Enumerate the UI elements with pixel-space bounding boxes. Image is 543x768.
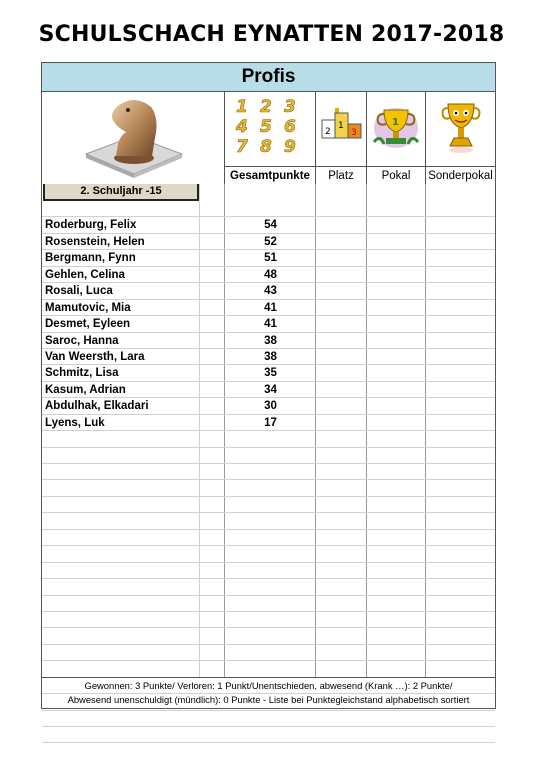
column-header-points: Gesamtpunkte (225, 166, 315, 184)
empty-row (42, 431, 495, 447)
empty-row (42, 645, 495, 661)
svg-text:3: 3 (351, 128, 357, 138)
empty-row (42, 464, 495, 480)
player-table (42, 201, 495, 743)
table-row (42, 217, 495, 233)
table-row (42, 349, 495, 365)
table-row (42, 300, 495, 316)
player-points: 51 (264, 252, 277, 265)
table-row (42, 333, 495, 349)
cup-icon (370, 98, 422, 154)
empty-row (42, 448, 495, 464)
svg-text:5: 5 (260, 117, 272, 137)
player-points: 41 (264, 301, 277, 314)
svg-text:1: 1 (392, 117, 399, 128)
player-points: 30 (264, 400, 277, 413)
empty-row (42, 612, 495, 628)
page-title: SCHULSCHACH EYNATTEN 2017-2018 (38, 22, 505, 47)
podium-icon (321, 104, 363, 144)
player-name: Lyens, Luk (45, 416, 105, 429)
player-name: Van Weersth, Lara (45, 350, 145, 363)
table-row (42, 267, 495, 283)
svg-text:9: 9 (284, 137, 296, 155)
player-name: Abdulhak, Elkadari (45, 400, 149, 413)
empty-row (42, 661, 495, 677)
table-row (42, 234, 495, 250)
player-name: Mamutovic, Mia (45, 301, 131, 314)
player-points: 38 (264, 350, 277, 363)
player-name: Kasum, Adrian (45, 383, 126, 396)
table-row (42, 415, 495, 431)
column-header-cup: Pokal (367, 166, 425, 184)
player-name: Rosenstein, Helen (45, 235, 145, 248)
player-name: Gehlen, Celina (45, 268, 125, 281)
player-name: Saroc, Hanna (45, 334, 119, 347)
chess-knight-icon (80, 96, 186, 180)
column-header-special-cup: Sonderpokal (426, 166, 495, 184)
player-points: 52 (264, 235, 277, 248)
player-points: 17 (264, 416, 277, 429)
svg-text:6: 6 (284, 117, 296, 137)
grade-label: 2. Schuljahr -15 (43, 184, 199, 201)
svg-text:2: 2 (260, 97, 272, 117)
empty-row (42, 480, 495, 496)
player-name: Desmet, Eyleen (45, 318, 131, 331)
player-points: 35 (264, 367, 277, 380)
empty-row (42, 546, 495, 562)
empty-row (42, 579, 495, 595)
player-points: 43 (264, 285, 277, 298)
empty-row (42, 530, 495, 546)
player-points: 38 (264, 334, 277, 347)
svg-text:4: 4 (236, 117, 248, 137)
svg-text:2: 2 (325, 127, 331, 137)
svg-text:1: 1 (338, 121, 344, 131)
table-row (42, 316, 495, 332)
numbers-icon (230, 95, 310, 155)
empty-row (42, 596, 495, 612)
player-name: Roderburg, Felix (45, 219, 137, 232)
table-row (42, 365, 495, 381)
svg-text:1: 1 (236, 97, 248, 117)
footer-line-1: Gewonnen: 3 Punkte/ Verloren: 1 Punkt/Unentschieden, abwesend (Krank …): 2 Punkte/ (84, 680, 453, 691)
empty-row (42, 628, 495, 644)
table-row (42, 250, 495, 266)
svg-text:7: 7 (236, 137, 248, 155)
player-name: Rosali, Luca (45, 285, 113, 298)
table-row (42, 398, 495, 414)
column-header-place: Platz (316, 166, 366, 184)
empty-row (42, 513, 495, 529)
footer-line-2: Abwesend unenschuldigt (mündlich): 0 Punkte - Liste bei Punktegleichstand alphabetisch sortiert (67, 694, 470, 705)
svg-text:3: 3 (284, 97, 296, 117)
player-points: 54 (264, 219, 277, 232)
player-points: 34 (264, 383, 277, 396)
empty-row (42, 563, 495, 579)
empty-row (42, 201, 495, 217)
player-points: 48 (264, 268, 277, 281)
table-row (42, 382, 495, 398)
player-name: Bergmann, Fynn (45, 252, 136, 265)
scoring-rules-footer (42, 677, 495, 708)
table-row (42, 283, 495, 299)
svg-text:8: 8 (260, 137, 272, 155)
empty-row (42, 727, 495, 743)
category-banner: Profis (42, 63, 495, 92)
score-sheet (41, 62, 496, 709)
player-name: Schmitz, Lisa (45, 367, 119, 380)
player-points: 41 (264, 318, 277, 331)
empty-row (42, 711, 495, 727)
special-trophy-icon (440, 98, 482, 156)
empty-row (42, 497, 495, 513)
